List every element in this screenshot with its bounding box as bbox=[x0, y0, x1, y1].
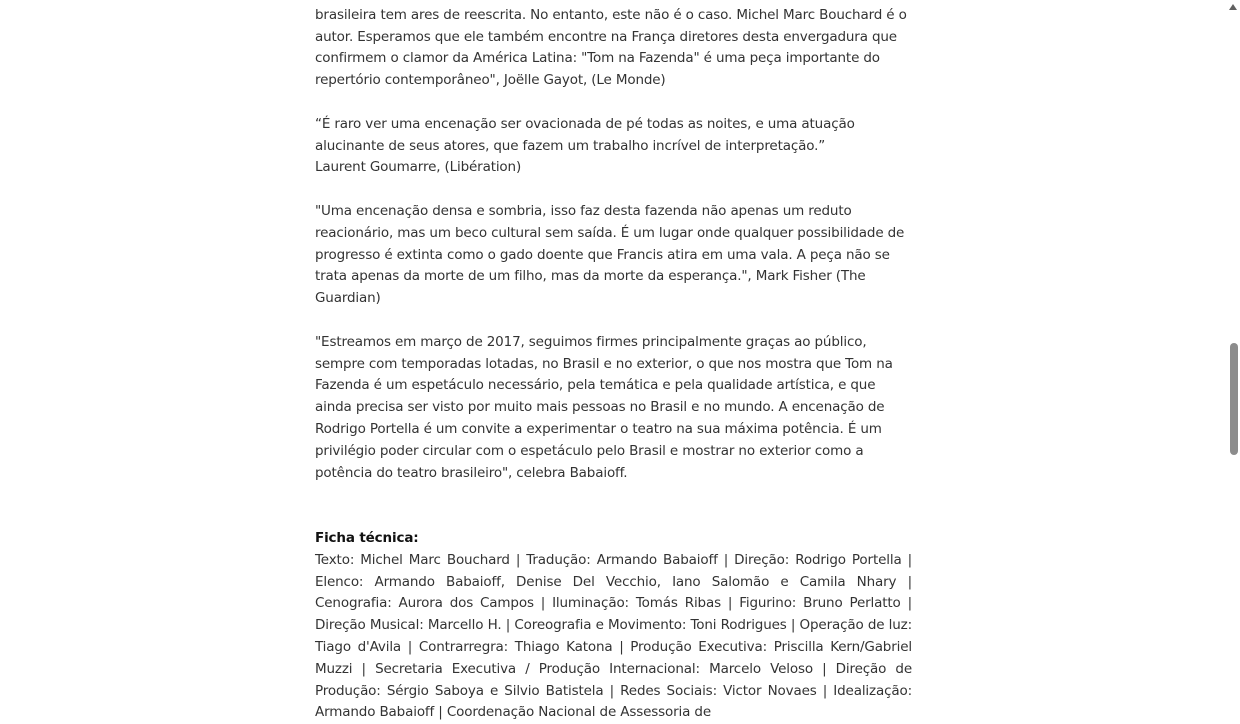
ficha-tecnica-body: Texto: Michel Marc Bouchard | Tradução: Armando Babaioff | Direção: Rodrigo Portella | Elenco: Armando Babaioff, Denise Del Vecchio, Iano Salomão e Camila Nhary | Cenografia: Aurora dos Campos | Iluminação: Tomás Ribas | Figurino: Bruno Perlatto | Direção Musical: Marcello H. | Coreografia e Movimento: Toni Rodrigues | Operação de luz: Tiago d'Avila | Contrarregra: Thiago Katona | Produção Executiva: Priscilla Kern/Gabriel Muzzi | Secretaria Executiva / Produção Internacional: Marcelo Veloso | Direção de Produção: Sérgio Saboya e Silvio Batistela | Redes Sociais: Victor Novaes | Idealização: Armando Babaioff | Coordenação Nacional de Assessoria de bbox=[315, 551, 912, 721]
spacer bbox=[315, 179, 915, 201]
spacer bbox=[315, 484, 915, 528]
quote-liberation: “É raro ver uma encenação ser ovacionada de pé todas as noites, e uma atuação alucinante de seus atores, que fazem um trabalho incrível de interpretação.” bbox=[315, 115, 855, 154]
quote-guardian: "Uma encenação densa e sombria, isso faz desta fazenda não apenas um reduto reacionário, mas um beco cultural sem saída. É um lugar onde qualquer possibilidade de progresso é extinta como o gado doente que Francis atira em uma vala. A peça não se trata apenas da morte de um filho, mas da morte da esperança.", Mark Fisher (The Guardian) bbox=[315, 202, 905, 307]
ficha-tecnica-title: Ficha técnica: bbox=[315, 529, 419, 546]
quote-liberation-author: Laurent Goumarre, (Libération) bbox=[315, 159, 522, 176]
article-body bbox=[315, 0, 915, 724]
arrow-up-icon[interactable] bbox=[1229, 4, 1237, 10]
quote-le-monde: brasileira tem ares de reescrita. No entanto, este não é o caso. Michel Marc Bouchard é o autor. Esperamos que ele também encontre na França diretores desta envergadura que confirmem o clamor da América Latina: "Tom na Fazenda" é uma peça importante do repertório contemporâneo", Joëlle Gayot, (Le Monde) bbox=[315, 6, 907, 89]
spacer bbox=[315, 310, 915, 332]
scrollbar-thumb[interactable] bbox=[1230, 343, 1238, 455]
quote-babaioff: "Estreamos em março de 2017, seguimos firmes principalmente graças ao público, sempre com temporadas lotadas, no Brasil e no exterior, o que nos mostra que Tom na Fazenda é um espetáculo necessário, pela temática e pela qualidade artística, e que ainda precisa ser visto por muito mais pessoas no Brasil e no mundo. A encenação de Rodrigo Portella é um convite a experimentar o teatro na sua máxima potência. É um privilégio poder circular com o espetáculo pelo Brasil e mostrar no exterior como a potência do teatro brasileiro", celebra Babaioff. bbox=[315, 333, 893, 481]
spacer bbox=[315, 92, 915, 114]
vertical-scrollbar[interactable] bbox=[1225, 0, 1240, 672]
